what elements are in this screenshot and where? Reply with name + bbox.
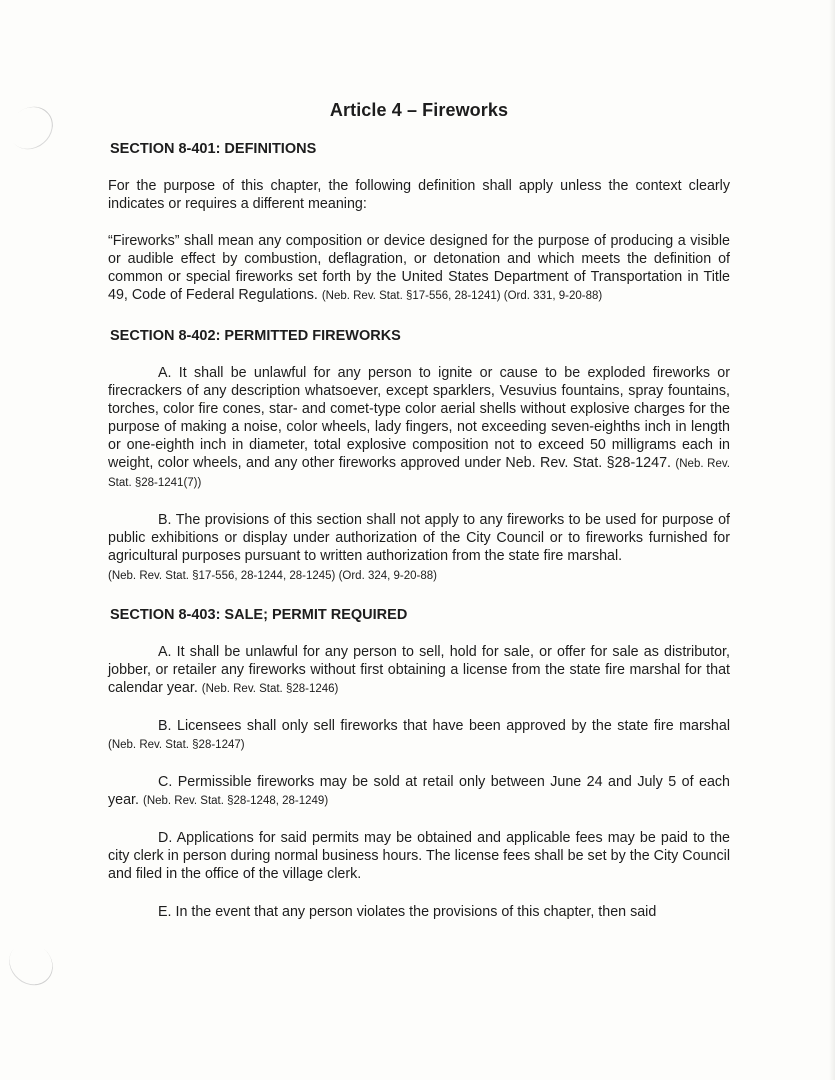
citation: (Neb. Rev. Stat. §28-1247) bbox=[108, 738, 245, 751]
punch-hole-mark bbox=[1, 98, 62, 158]
citation: (Neb. Rev. Stat. §28-1241(7)) bbox=[108, 458, 730, 490]
paragraph bbox=[108, 903, 730, 921]
citation: (Neb. Rev. Stat. §28-1248, 28-1249) bbox=[142, 795, 329, 808]
paragraph-text: A. It shall be unlawful for any person to ignite or cause to be exploded fireworks or firecrackers of any description whatsoever, except sparklers, Vesuvius fountains, spray fountains, torches, color fire cones, star- and comet-type color aerial shells without explosive charges for the purpose of making a noise, color wheels, lady fingers, not exceeding seven-eighths inch in length or one-eighth inch in diameter, total explosive composition not to exceed 50 milligrams each in weight, color wheels, and any other fireworks approved under Neb. Rev. Stat. §28-1247. bbox=[108, 364, 730, 472]
paragraph bbox=[108, 643, 730, 698]
section-heading: SECTION 8-402: PERMITTED FIREWORKS bbox=[110, 327, 401, 344]
paragraph-text: C. Permissible fireworks may be sold at retail only between June 24 and July 5 of each year. bbox=[108, 774, 730, 809]
article-title: Article 4 – Fireworks bbox=[329, 100, 509, 120]
paragraph-text: For the purpose of this chapter, the following definition shall apply unless the context clearly indicates or requires a different meaning: bbox=[108, 178, 730, 213]
paragraph bbox=[108, 717, 730, 754]
paragraph bbox=[108, 232, 730, 305]
paragraph bbox=[108, 364, 730, 493]
citation: (Neb. Rev. Stat. §17-556, 28-1244, 28-1245) (Ord. 324, 9-20-88) bbox=[108, 569, 438, 582]
paragraph-text: “Fireworks” shall mean any composition or device designed for the purpose of producing a visible or audible effect by combustion, deflagration, or detonation and which meets the definition of common or special fireworks set forth by the United States Department of Transportation in Title 49, Code of Federal Regulations. bbox=[108, 233, 730, 304]
paragraph-text: D. Applications for said permits may be obtained and applicable fees may be paid to the city clerk in person during normal business hours. The license fees shall be set by the City Council and filed in the office of the village clerk. bbox=[108, 830, 730, 883]
paragraph-text: B. The provisions of this section shall not apply to any fireworks to be used for purpose of public exhibitions or display under authorization of the City Council or to fireworks furnished for agricultural purposes pursuant to written authorization from the state fire marshal. bbox=[108, 512, 730, 565]
section-heading: SECTION 8-403: SALE; PERMIT REQUIRED bbox=[110, 606, 408, 623]
paragraph-citation-line bbox=[108, 566, 730, 585]
paragraph bbox=[108, 511, 730, 565]
paragraph-text: A. It shall be unlawful for any person to sell, hold for sale, or offer for sale as distributor, jobber, or retailer any fireworks without first obtaining a license from the state fire marshal for that calendar year. bbox=[108, 643, 730, 696]
punch-hole-mark bbox=[1, 934, 62, 994]
paragraph-text: B. Licensees shall only sell fireworks that have been approved by the state fire marshal bbox=[158, 717, 730, 734]
citation: (Neb. Rev. Stat. §28-1246) bbox=[201, 682, 339, 695]
paragraph bbox=[108, 773, 730, 810]
paragraph-text: E. In the event that any person violates the provisions of this chapter, then said bbox=[158, 903, 657, 920]
citation: (Neb. Rev. Stat. §17-556, 28-1241) (Ord. 331, 9-20-88) bbox=[321, 290, 603, 303]
paragraph bbox=[108, 177, 730, 213]
document-body bbox=[108, 100, 730, 921]
paragraph bbox=[108, 829, 730, 883]
page-edge-shadow bbox=[829, 0, 835, 1080]
section-heading: SECTION 8-401: DEFINITIONS bbox=[110, 141, 317, 157]
